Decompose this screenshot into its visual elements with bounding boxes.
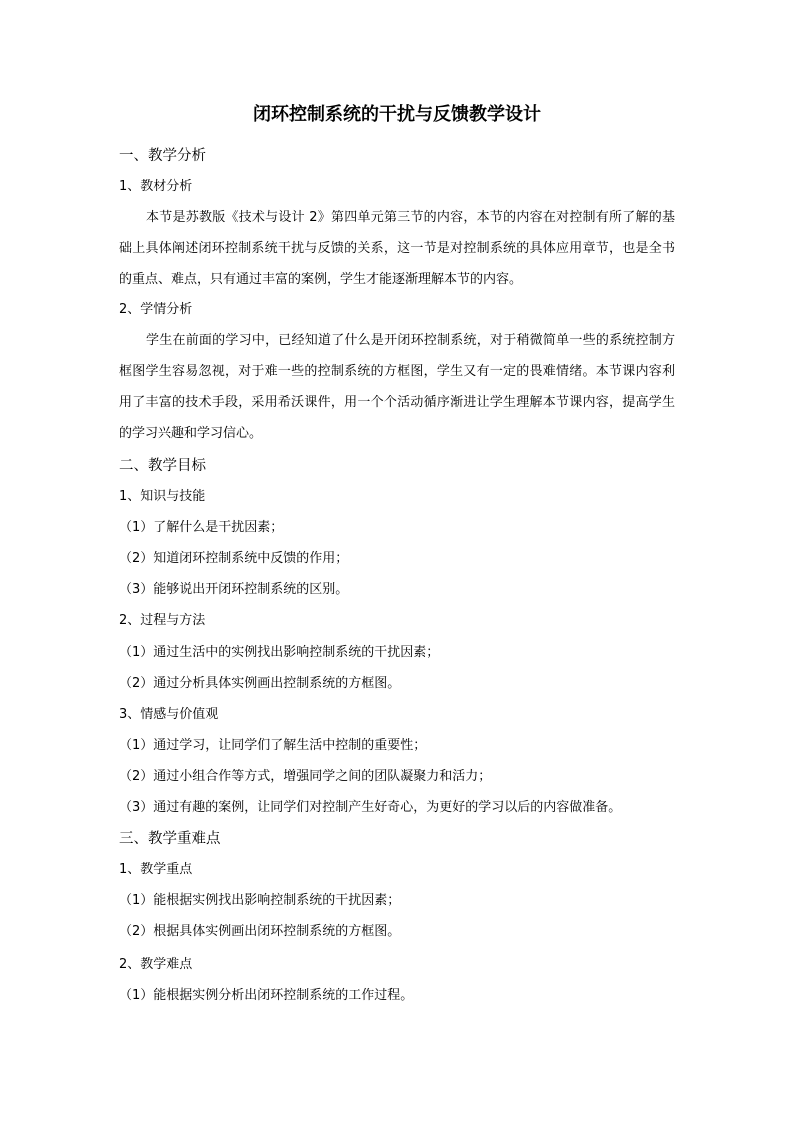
list-item: （2）根据具体实例画出闭环控制系统的方框图。 xyxy=(119,924,401,939)
list-item: （1）能根据实例找出影响控制系统的干扰因素； xyxy=(119,893,401,908)
list-item: （3）通过有趣的案例，让同学们对控制产生好奇心，为更好的学习以后的内容做准备。 xyxy=(119,800,622,815)
list-item: （3）能够说出开闭环控制系统的区别。 xyxy=(119,582,349,597)
list-item: （1）能根据实例分析出闭环控制系统的工作过程。 xyxy=(119,988,414,1003)
subheading-teaching-focus: 1、教学重点 xyxy=(119,862,193,877)
list-item: （1）通过学习，让同学们了解生活中控制的重要性； xyxy=(119,738,427,753)
subheading-emotion-values: 3、情感与价值观 xyxy=(119,707,219,722)
section-heading-teaching-goals: 二、教学目标 xyxy=(119,458,206,474)
section-heading-teaching-analysis: 一、教学分析 xyxy=(119,148,206,164)
paragraph-textbook-analysis: 本节是苏教版《技术与设计 2》第四单元第三节的内容，本节的内容在对控制有所了解的基础上具体阐述闭环控制系统干扰与反馈的关系，这一节是对控制系统的具体应用章节，也是全书的重点、难点，只有通过丰富的案例，学生才能逐渐理解本节的内容。 xyxy=(119,210,675,287)
section-heading-key-difficult-points: 三、教学重难点 xyxy=(119,831,221,847)
subheading-process-method: 2、过程与方法 xyxy=(119,613,206,628)
document-title: 闭环控制系统的干扰与反馈教学设计 xyxy=(253,104,541,125)
list-item: （1）通过生活中的实例找出影响控制系统的干扰因素； xyxy=(119,645,440,660)
list-item: （2）通过小组合作等方式，增强同学之间的团队凝聚力和活力； xyxy=(119,769,492,784)
list-item: （2）通过分析具体实例画出控制系统的方框图。 xyxy=(119,676,401,691)
subheading-teaching-difficulty: 2、教学难点 xyxy=(119,957,193,972)
list-item: （2）知道闭环控制系统中反馈的作用； xyxy=(119,551,349,566)
subheading-textbook-analysis: 1、教材分析 xyxy=(119,179,193,194)
paragraph-student-analysis: 学生在前面的学习中，已经知道了什么是开闭环控制系统，对于稍微简单一些的系统控制方框图学生容易忽视，对于难一些的控制系统的方框图，学生又有一定的畏难情绪。本节课内容利用了丰富的技术手段，采用希沃课件，用一个个活动循序渐进让学生理解本节课内容，提高学生的学习兴趣和学习信心。 xyxy=(119,333,675,441)
list-item: （1）了解什么是干扰因素； xyxy=(119,520,284,535)
subheading-knowledge-skills: 1、知识与技能 xyxy=(119,489,206,504)
subheading-student-analysis: 2、学情分析 xyxy=(119,302,193,317)
